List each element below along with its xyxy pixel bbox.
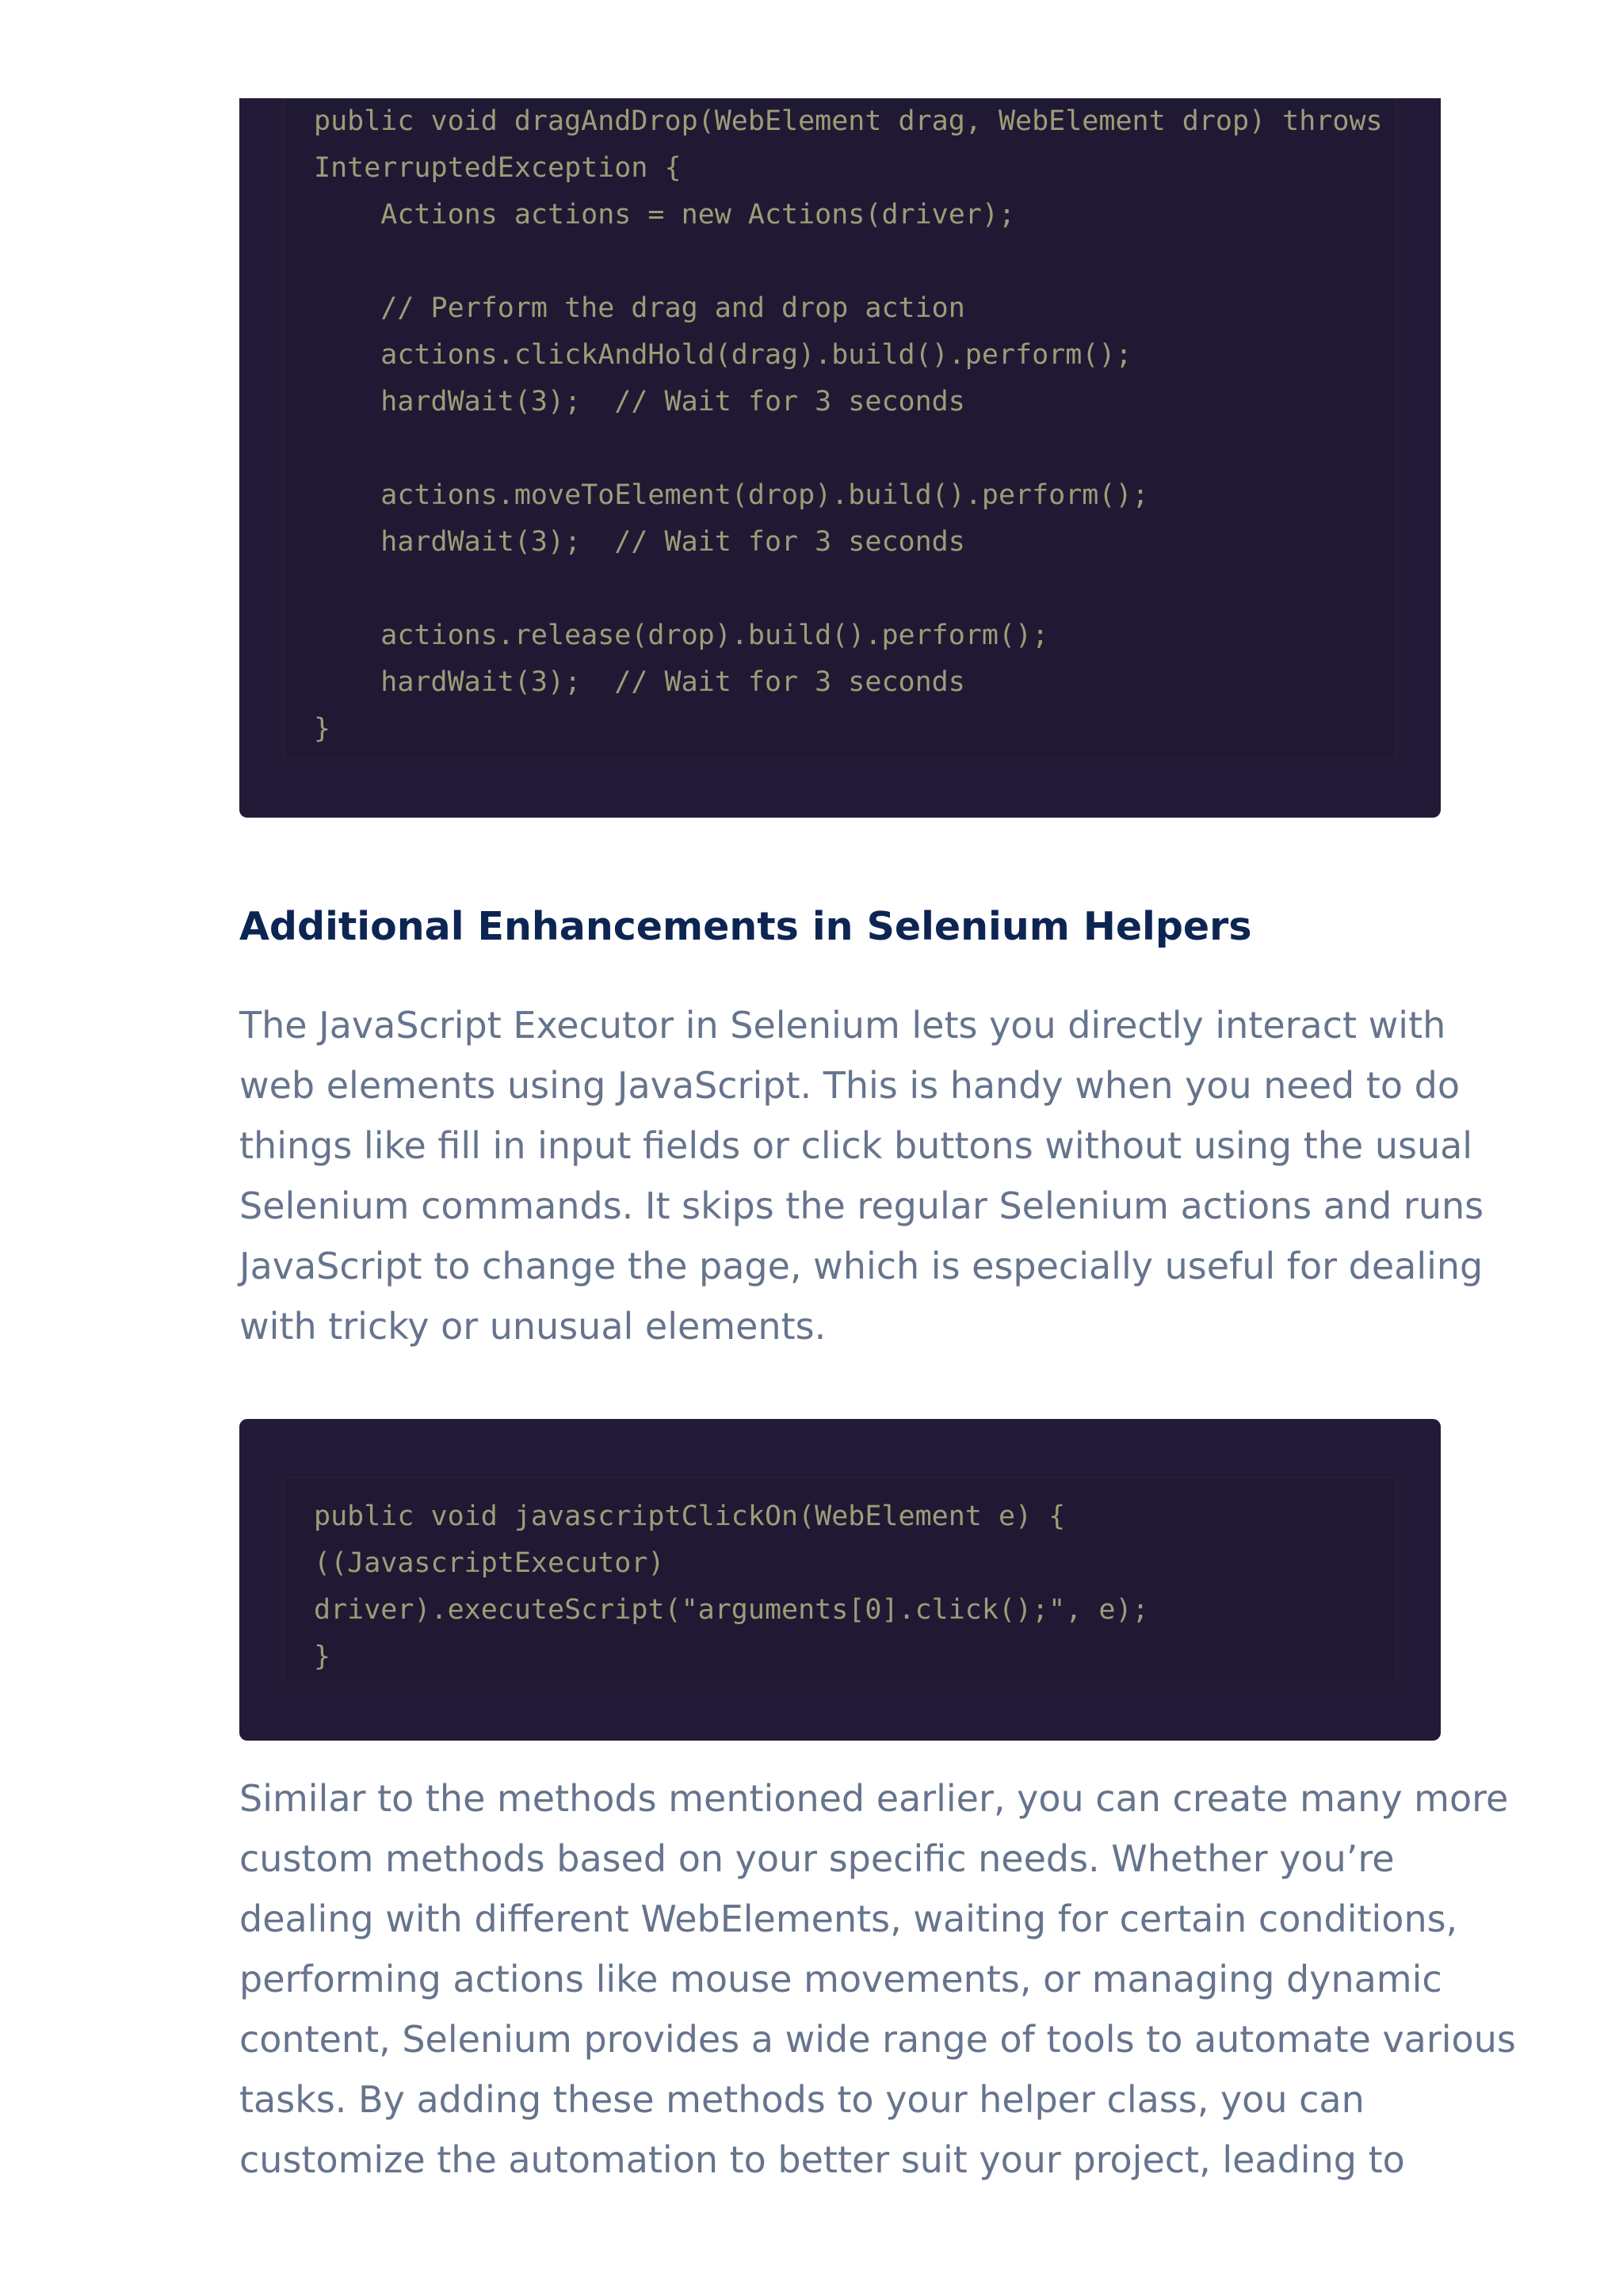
code-line: InterruptedException { — [314, 152, 682, 184]
code-line: public void dragAndDrop(WebElement drag, WebElement drop) throws — [314, 105, 1383, 137]
paragraph-line: customize the automation to better suit your project, leading to — [239, 2138, 1405, 2181]
code-block-javascript-click[interactable] — [239, 1419, 1441, 1741]
code-line: actions.moveToElement(drop).build().perform(); — [314, 479, 1149, 511]
paragraph-line: Selenium commands. It skips the regular Selenium actions and runs — [239, 1184, 1484, 1227]
code-line — [284, 566, 1396, 612]
code-line: // Perform the drag and drop action — [314, 292, 965, 324]
code-line: } — [314, 1641, 331, 1672]
javascript-executor-paragraph — [239, 995, 1484, 1356]
code-block-drag-and-drop[interactable] — [239, 98, 1441, 818]
code-line: Actions actions = new Actions(driver); — [314, 199, 1016, 231]
paragraph-line: things like fill in input fields or click buttons without using the usual — [239, 1124, 1473, 1167]
code-line: public void javascriptClickOn(WebElement e) { — [314, 1501, 1066, 1532]
code-content[interactable] — [284, 98, 1396, 753]
paragraph-line: with tricky or unusual elements. — [239, 1305, 827, 1348]
paragraph-line: The JavaScript Executor in Selenium lets you directly interact with — [239, 1004, 1446, 1047]
code-line: actions.release(drop).build().perform(); — [314, 620, 1049, 651]
code-line: ((JavascriptExecutor) — [314, 1547, 665, 1579]
code-line: actions.clickAndHold(drag).build().perform(); — [314, 339, 1132, 371]
paragraph-line: content, Selenium provides a wide range of tools to automate various — [239, 2018, 1516, 2061]
code-line — [284, 425, 1396, 472]
code-line — [284, 238, 1396, 285]
paragraph-line: performing actions like mouse movements, or managing dynamic — [239, 1958, 1442, 2000]
section-heading: Additional Enhancements in Selenium Helpers — [239, 904, 1252, 949]
paragraph-line: custom methods based on your specific needs. Whether you’re — [239, 1837, 1395, 1880]
code-content[interactable] — [284, 1419, 1396, 1680]
paragraph-line: Similar to the methods mentioned earlier, you can create many more — [239, 1777, 1509, 1820]
paragraph-line: JavaScript to change the page, which is especially useful for dealing — [239, 1245, 1484, 1287]
code-line: } — [314, 713, 331, 745]
code-line: hardWait(3); // Wait for 3 seconds — [314, 666, 965, 698]
code-line: hardWait(3); // Wait for 3 seconds — [314, 386, 965, 418]
paragraph-line: tasks. By adding these methods to your helper class, you can — [239, 2078, 1365, 2121]
paragraph-line: web elements using JavaScript. This is handy when you need to do — [239, 1064, 1460, 1107]
code-line: hardWait(3); // Wait for 3 seconds — [314, 526, 965, 558]
paragraph-line: dealing with different WebElements, waiting for certain conditions, — [239, 1897, 1458, 1940]
custom-methods-paragraph — [239, 1768, 1516, 2190]
code-line: driver).executeScript("arguments[0].click();", e); — [314, 1594, 1149, 1626]
